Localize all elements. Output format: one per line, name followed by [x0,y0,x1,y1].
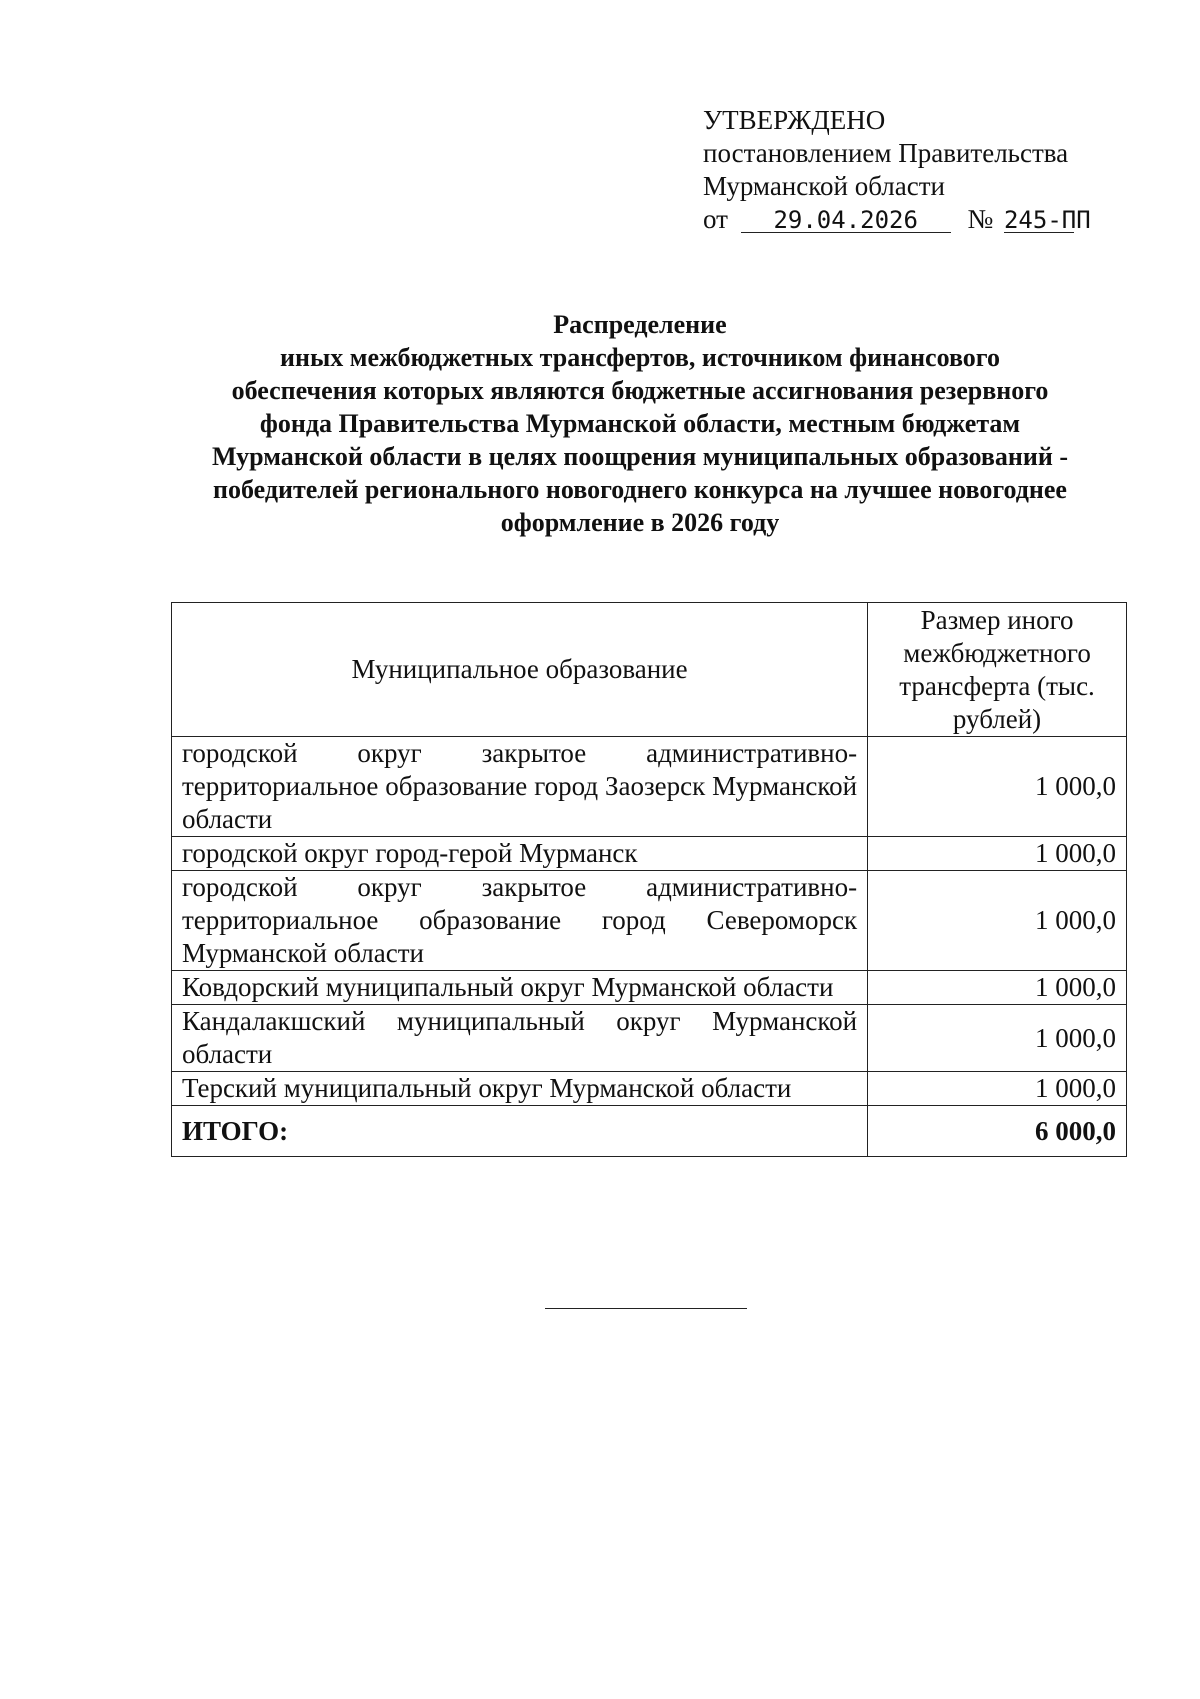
title-line: иных межбюджетных трансфертов, источником финансового [280,343,1000,372]
title-line: оформление в 2026 году [500,508,780,537]
table-row [172,737,1127,837]
number-prefix: № [967,204,994,234]
title-line: Распределение [553,310,727,339]
approval-line-1: постановлением Правительства [703,138,1069,168]
row-amount: 1 000,0 [868,971,1127,1005]
total-label: ИТОГО: [172,1106,868,1157]
total-amount: 6 000,0 [868,1106,1127,1157]
row-municipality: городской округ закрытое административно-территориальное образование город Заозерск Мурманской области [172,737,868,837]
approval-stamp [703,104,1123,236]
date-prefix: от [703,204,728,234]
row-municipality: Ковдорский муниципальный округ Мурманской области [172,971,868,1005]
table-row [172,1072,1127,1106]
row-municipality: городской округ город-герой Мурманск [172,837,868,871]
row-amount: 1 000,0 [868,737,1127,837]
approval-date-line [703,203,1123,236]
table-row [172,1005,1127,1072]
header-amount: Размер иного межбюджетного трансферта (тыс. рублей) [868,603,1127,737]
title-line: обеспечения которых являются бюджетные ассигнования резервного [231,376,1049,405]
title-line: Мурманской области в целях поощрения муниципальных образований - [211,442,1069,471]
row-municipality: городской округ закрытое административно-территориальное образование город Североморск Мурманской области [172,871,868,971]
distribution-table [171,602,1127,1157]
row-amount: 1 000,0 [868,1005,1127,1072]
row-amount: 1 000,0 [868,837,1127,871]
title-line: победителей регионального новогоднего конкурса на лучшее новогоднее [213,475,1067,504]
row-municipality: Терский муниципальный округ Мурманской области [172,1072,868,1106]
table-row [172,971,1127,1005]
row-amount: 1 000,0 [868,1072,1127,1106]
approval-number: 245-ПП [1003,206,1091,234]
table-header-row [172,603,1127,737]
table-total-row [172,1106,1127,1157]
table-row [172,837,1127,871]
row-amount: 1 000,0 [868,871,1127,971]
row-municipality: Кандалакшский муниципальный округ Мурманской области [172,1005,868,1072]
approval-heading: УТВЕРЖДЕНО [703,105,886,135]
table-row [172,871,1127,971]
header-municipality: Муниципальное образование [172,603,868,737]
approval-line-2: Мурманской области [703,171,945,201]
document-title [150,308,1130,539]
title-line: фонда Правительства Мурманской области, местным бюджетам [259,409,1021,438]
closing-separator-line [545,1308,747,1309]
approval-date: 29.04.2026 [741,208,951,233]
